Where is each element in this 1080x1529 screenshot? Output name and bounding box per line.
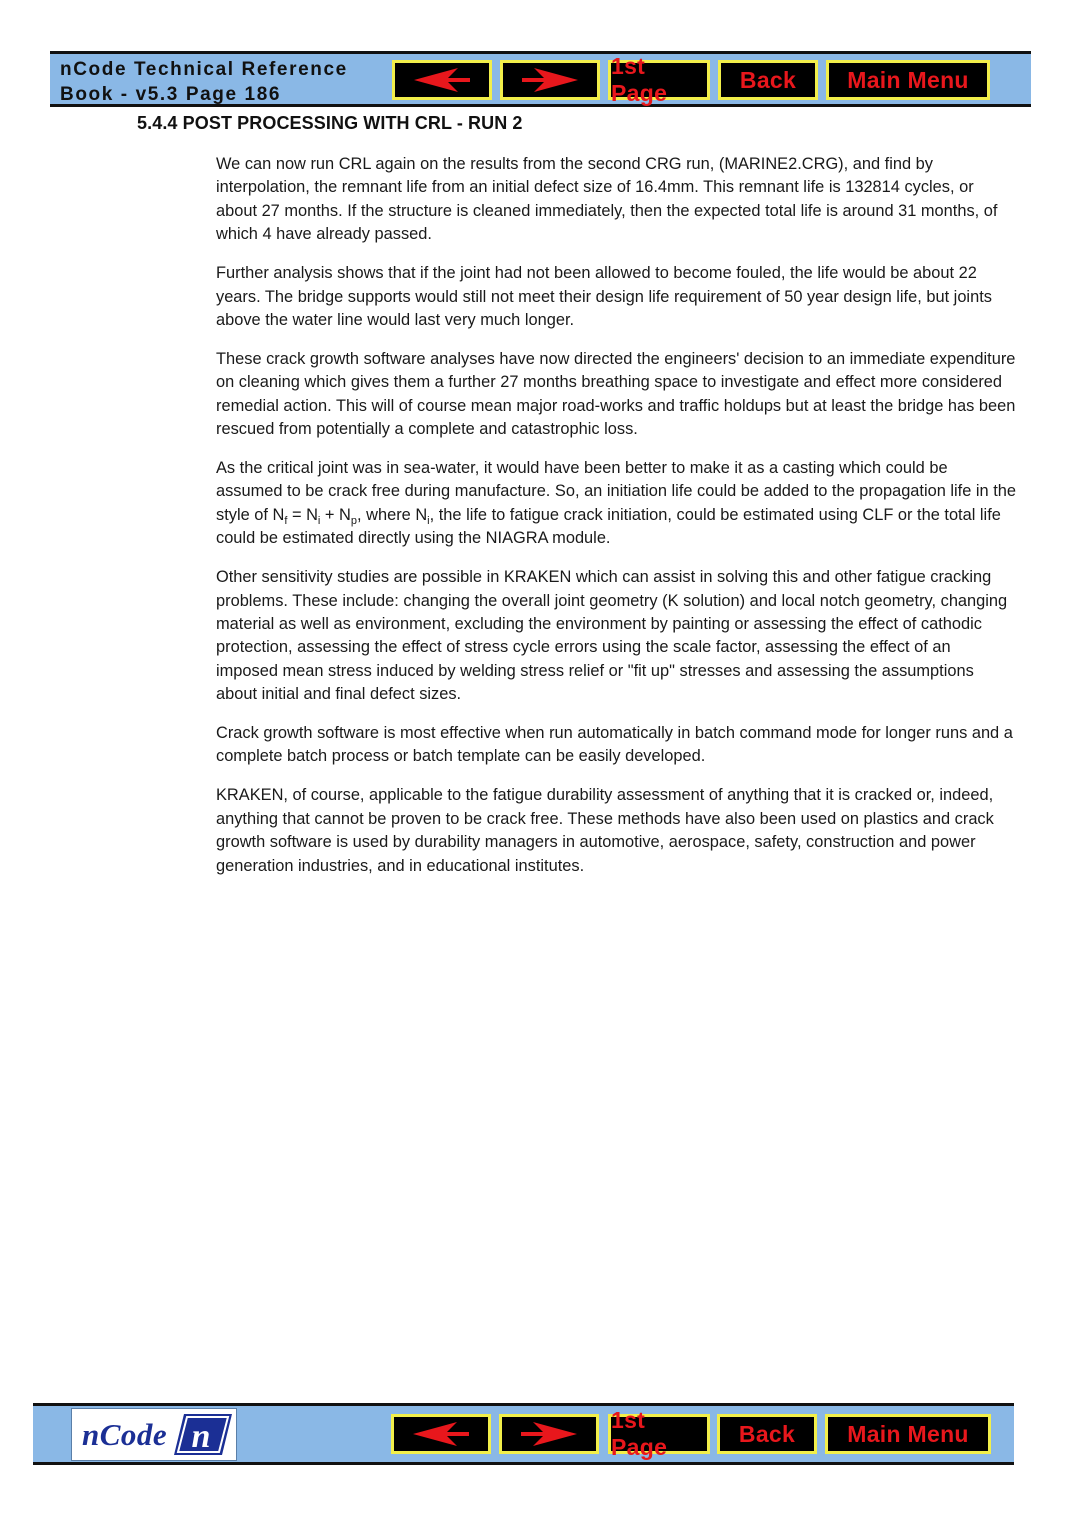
right-arrow-icon [521, 1421, 577, 1447]
document-title [60, 57, 348, 107]
right-arrow-icon [522, 67, 578, 93]
text-run: , where N [357, 505, 428, 524]
text-run: = N [287, 505, 318, 524]
bottom-nav-bar [33, 1403, 1014, 1465]
document-title-line1: nCode Technical Reference [60, 59, 348, 80]
back-button-bottom[interactable] [717, 1414, 817, 1454]
formula-paragraph [216, 457, 1016, 551]
logo-mark-letter: n [191, 1418, 211, 1455]
previous-page-button-bottom[interactable] [391, 1414, 491, 1454]
first-page-button-bottom[interactable] [608, 1407, 710, 1460]
top-nav-bar [50, 51, 1031, 107]
paragraph: Crack growth software is most effective when run automatically in batch command mode for longer runs and a complete batch process or batch template can be easily developed. [216, 724, 1013, 766]
back-button[interactable] [718, 60, 818, 100]
body-content [216, 153, 1016, 893]
subscript: i [317, 514, 321, 527]
main-menu-label: Main Menu [847, 1420, 969, 1447]
next-page-button-bottom[interactable] [499, 1414, 599, 1454]
main-menu-button[interactable] [826, 60, 990, 100]
ncode-logo-mark-icon [174, 1414, 232, 1455]
text-run: , the life to fatigue crack initiation, could be estimated using CLF or the total life could be estimated directly using the NIAGRA module. [216, 505, 1001, 548]
next-page-button[interactable] [500, 60, 600, 100]
first-page-label: 1st Page [611, 53, 668, 106]
previous-page-button[interactable] [392, 60, 492, 100]
left-arrow-icon [414, 67, 470, 93]
subscript: f [284, 514, 288, 527]
first-page-button[interactable] [608, 53, 710, 106]
document-title-line2: Book - v5.3 Page 186 [60, 84, 282, 105]
main-menu-label: Main Menu [847, 66, 969, 93]
logo-text: nCode [82, 1416, 168, 1452]
paragraph: Other sensitivity studies are possible in KRAKEN which can assist in solving this and other fatigue cracking problems. These include: changing the overall joint geometry (K solution) and local notch geometry, changing material as well as environment, excluding the environment by painting or assessing the effect of cathodic protection, assessing the effect of stress cycle errors using the scale factor, assessing the effect of an imposed mean stress induced by welding stress relief or "fit up" stresses and assessing the assumptions about initial and final defect sizes. [216, 568, 1008, 704]
text-run: As the critical joint was in sea-water, it would have been better to make it as a casting which could be assumed to be crack free during manufacture. So, an initiation life could be added to the propagation life in the style of N [216, 458, 1017, 524]
paragraph: KRAKEN, of course, applicable to the fatigue durability assessment of anything that it is cracked or, indeed, anything that cannot be proven to be crack free. These methods have also been used on plastics and crack growth software is used by durability managers in automotive, aerospace, safety, construction and power generation industries, and in educational institutes. [216, 786, 994, 875]
text-run: + N [320, 505, 351, 524]
paragraph: Further analysis shows that if the joint had not been allowed to become fouled, the life would be about 22 years. The bridge supports would still not meet their design life requirement of 50 year design life, but joints above the water line would last very much longer. [216, 264, 992, 329]
ncode-logo [71, 1408, 237, 1461]
main-menu-button-bottom[interactable] [825, 1414, 991, 1454]
back-label: Back [738, 1420, 796, 1447]
left-arrow-icon [413, 1421, 469, 1447]
subscript: i [427, 514, 430, 527]
subscript: p [350, 514, 358, 527]
section-heading: 5.4.4 POST PROCESSING WITH CRL - RUN 2 [137, 113, 523, 133]
back-label: Back [739, 66, 797, 93]
paragraph: We can now run CRL again on the results from the second CRG run, (MARINE2.CRG), and find by interpolation, the remnant life from an initial defect size of 16.4mm. This remnant life is 132814 cycles, or about 27 months. If the structure is cleaned immediately, then the expected total life is around 31 months, of which 4 have already passed. [216, 155, 998, 244]
paragraph: These crack growth software analyses have now directed the engineers' decision to an immediate expenditure on cleaning which gives them a further 27 months breathing space to investigate and effect more considered remedial action. This will of course mean major road-works and traffic holdups but at least the bridge has been rescued from potentially a complete and catastrophic loss. [216, 349, 1016, 439]
first-page-label: 1st Page [611, 1407, 668, 1460]
